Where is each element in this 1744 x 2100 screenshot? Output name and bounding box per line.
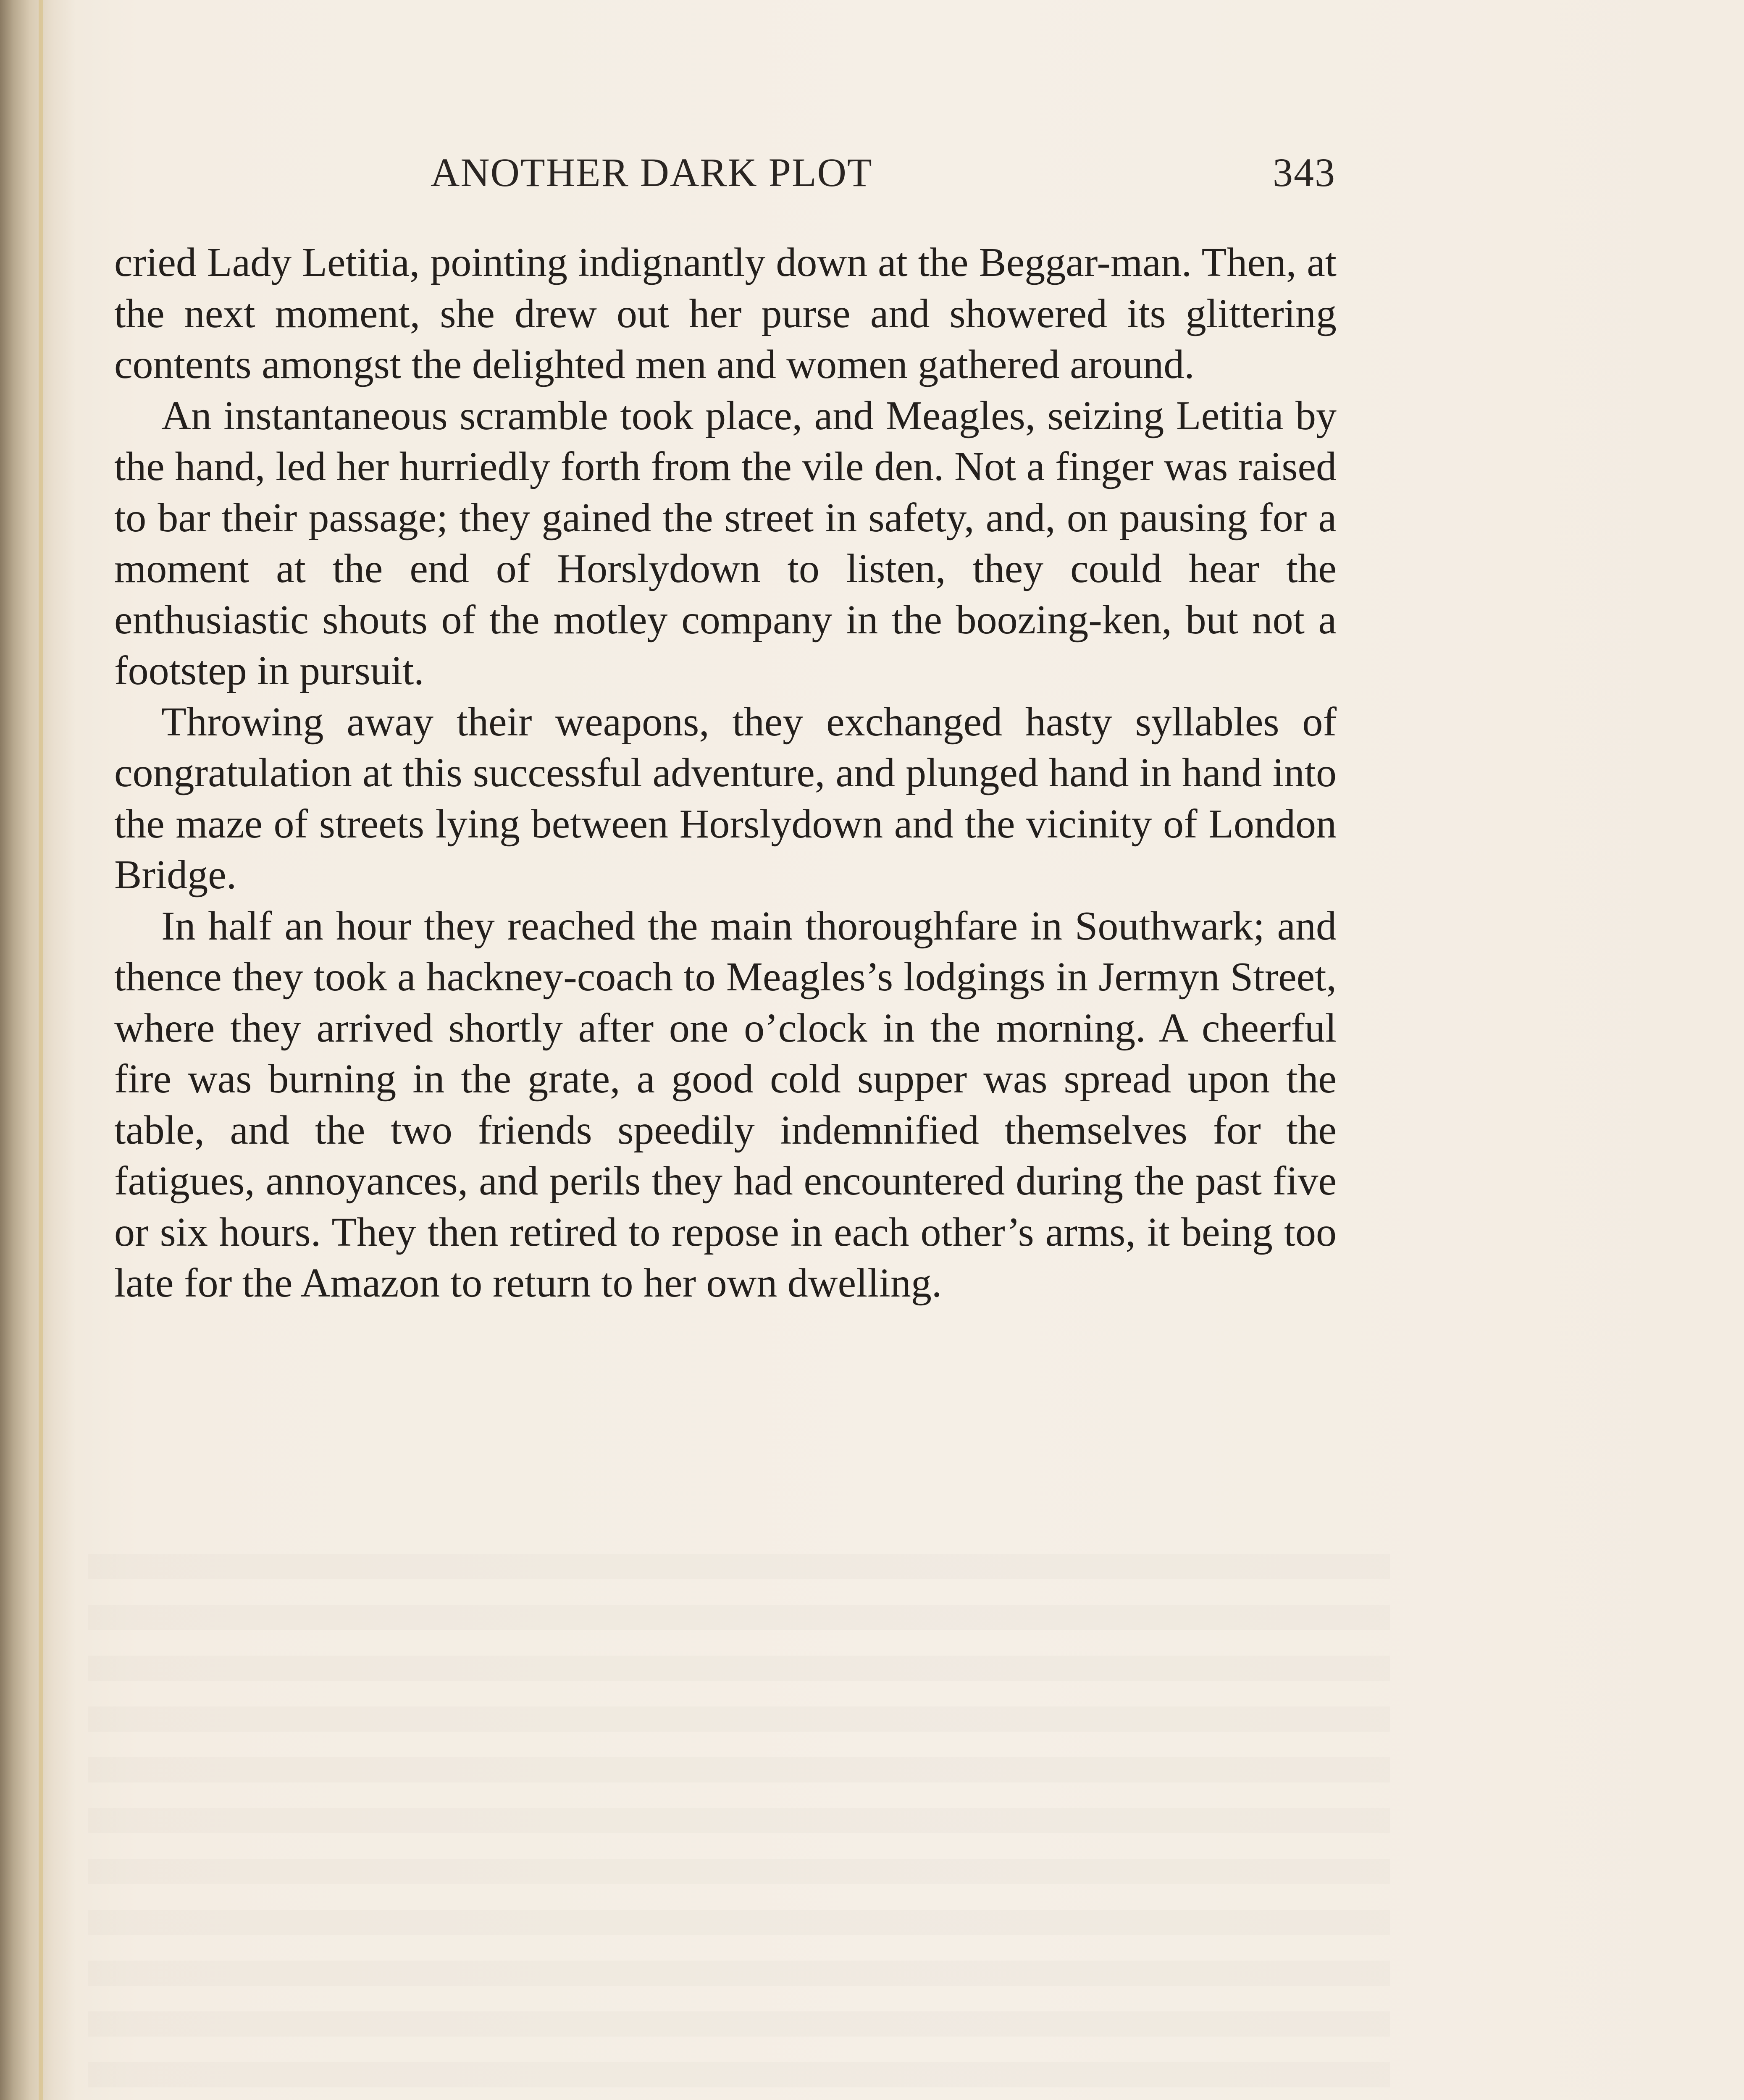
paragraph: An instantaneous scramble took place, and Meagles, seizing Letitia by the hand, led her hurriedly forth from the vile den. Not a finger was raised to bar their passage; they gained the street in safety, and, on pausing for a moment at the end of Horslydown to listen, they could hear the enthusiastic shouts of the motley company in the boozing-ken, but not a footstep in pursuit. bbox=[114, 393, 1337, 693]
running-title: ANOTHER DARK PLOT bbox=[431, 150, 873, 195]
book-spine-shadow bbox=[0, 0, 76, 2100]
page-number: 343 bbox=[1273, 150, 1336, 195]
paragraph: Throwing away their weapons, they exchanged hasty syllables of congratulation at this successful adventure, and plunged hand in hand into the maze of streets lying between Horslydown and the vicinity of London Bridge. bbox=[114, 699, 1337, 898]
body-text bbox=[114, 237, 1337, 1309]
paragraph: In half an hour they reached the main thoroughfare in Southwark; and thence they took a hackney-coach to Meagles’s lodgings in Jermyn Street, where they arrived shortly after one o’clock in the morning. A cheerful fire was burning in the grate, a good cold supper was spread upon the table, and the two friends speedily indemnified themselves for the fatigues, annoyances, and perils they had encountered during the past five or six hours. They then retired to repose in each other’s arms, it being too late for the Amazon to return to her own dwelling. bbox=[114, 903, 1337, 1306]
binding-edge bbox=[39, 0, 43, 2100]
show-through-text bbox=[88, 1554, 1390, 2100]
running-head bbox=[431, 149, 1336, 208]
paragraph: cried Lady Letitia, pointing indignantly down at the Beggar-man. Then, at the next moment, she drew out her purse and showered its glittering contents amongst the delighted men and women gathered around. bbox=[114, 240, 1337, 387]
